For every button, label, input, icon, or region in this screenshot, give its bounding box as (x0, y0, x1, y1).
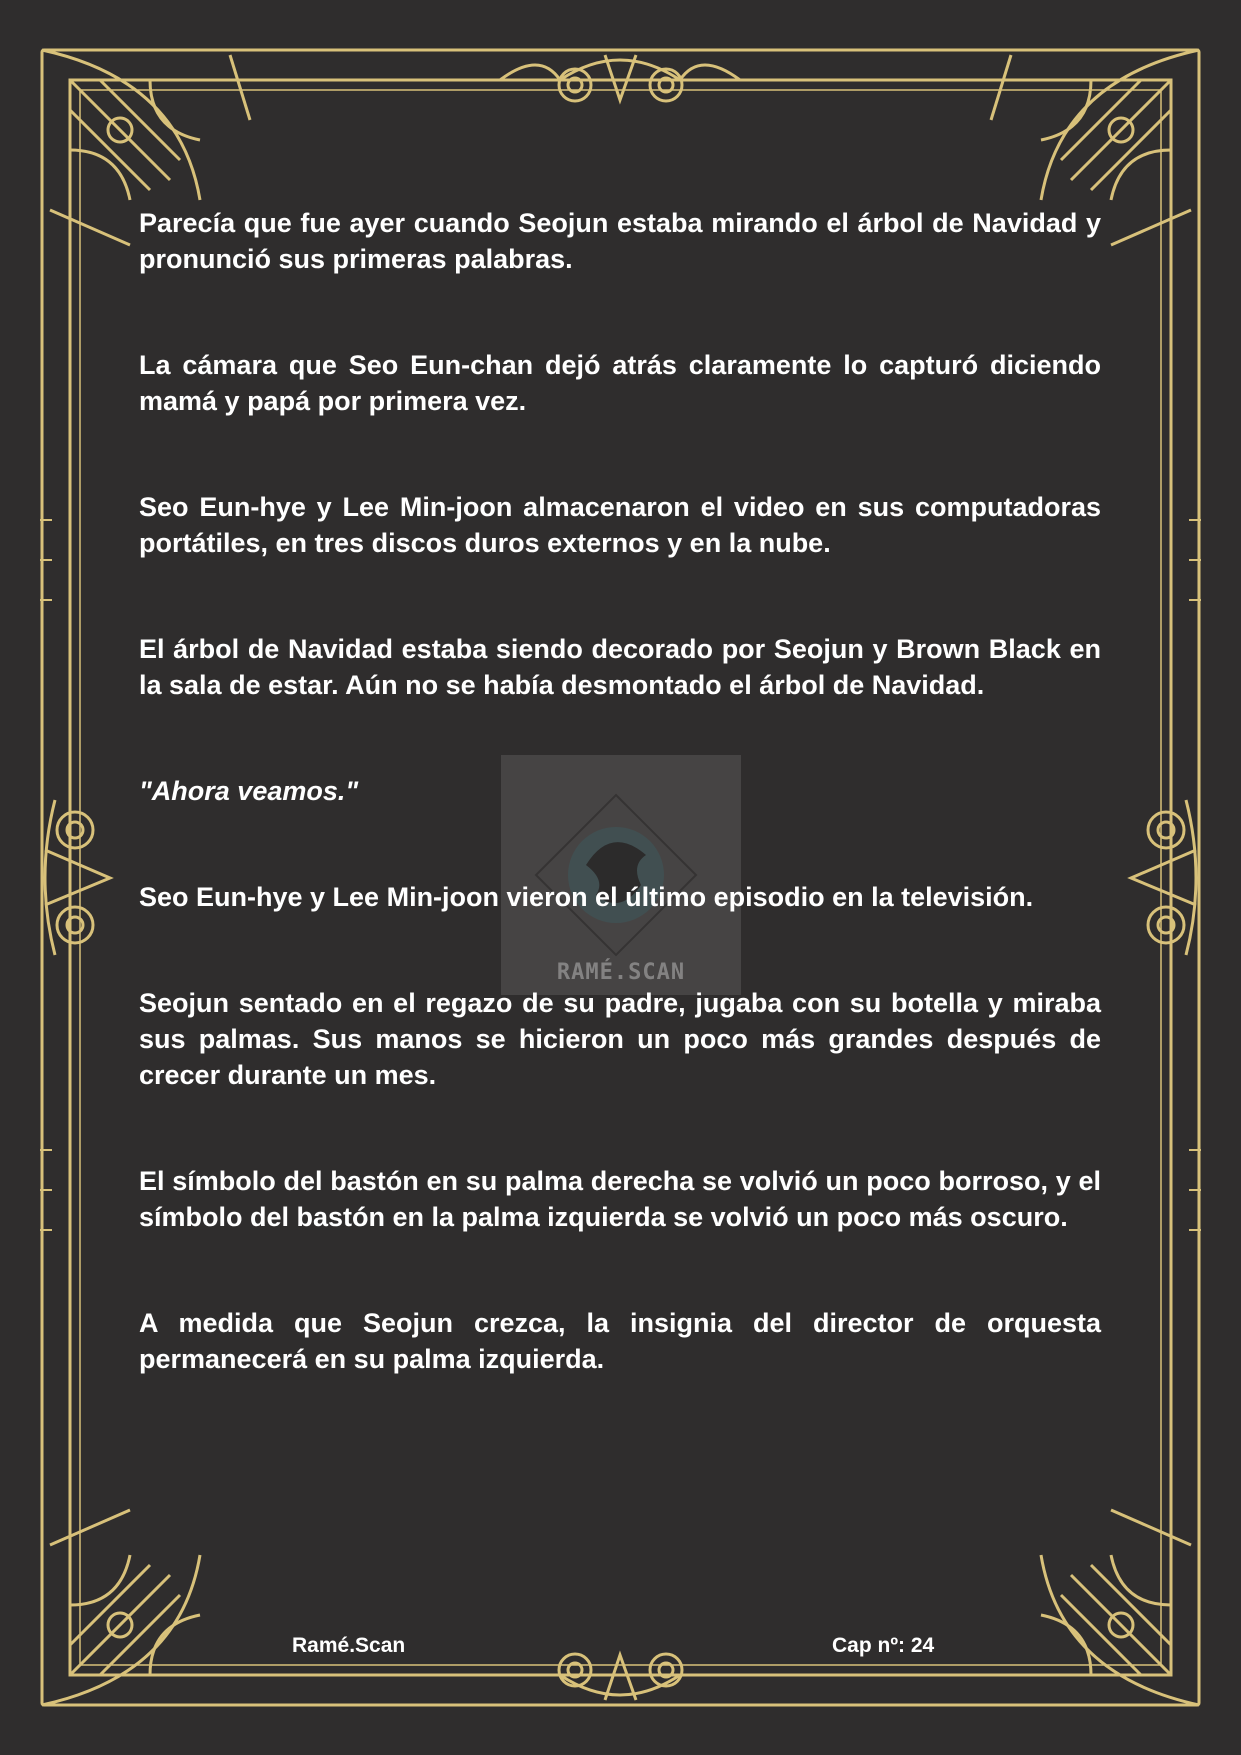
paragraph-1: Parecía que fue ayer cuando Seojun estaba mirando el árbol de Navidad y pronunció sus primeras palabras. (139, 208, 1101, 274)
paragraph-3: Seo Eun-hye y Lee Min-joon almacenaron el video en sus computadoras portátiles, en tres discos duros externos y en la nube. (139, 492, 1101, 558)
footer-scanlator: Ramé.Scan (292, 1634, 406, 1657)
paragraph-4: El árbol de Navidad estaba siendo decorado por Seojun y Brown Black en la sala de estar. Aún no se había desmontado el árbol de Navidad. (139, 634, 1101, 700)
watermark-text: RAMÉ.SCAN (556, 960, 686, 985)
left-center-ornament (45, 800, 110, 955)
right-center-ornament (1131, 800, 1196, 955)
paragraph-9: A medida que Seojun crezca, la insignia del director de orquesta permanecerá en su palma izquierda. (139, 1308, 1101, 1374)
bottom-center-ornament (559, 1654, 682, 1700)
paragraph-8: El símbolo del bastón en su palma derecha se volvió un poco borroso, y el símbolo del bastón en la palma izquierda se volvió un poco más oscuro. (139, 1166, 1101, 1232)
footer-chapter-number: Cap nº: 24 (832, 1634, 935, 1657)
paragraph-6: Seo Eun-hye y Lee Min-joon vieron el último episodio en la televisión. (139, 882, 1034, 912)
paragraph-7: Seojun sentado en el regazo de su padre, jugaba con su botella y miraba sus palmas. Sus manos se hicieron un poco más grandes después de crecer durante un mes. (139, 988, 1101, 1090)
story-text (139, 205, 1101, 1377)
paragraph-quote: "Ahora veamos." (139, 776, 359, 806)
top-center-ornament (500, 55, 740, 101)
paragraph-2: La cámara que Seo Eun-chan dejó atrás claramente lo capturó diciendo mamá y papá por primera vez. (139, 350, 1101, 416)
